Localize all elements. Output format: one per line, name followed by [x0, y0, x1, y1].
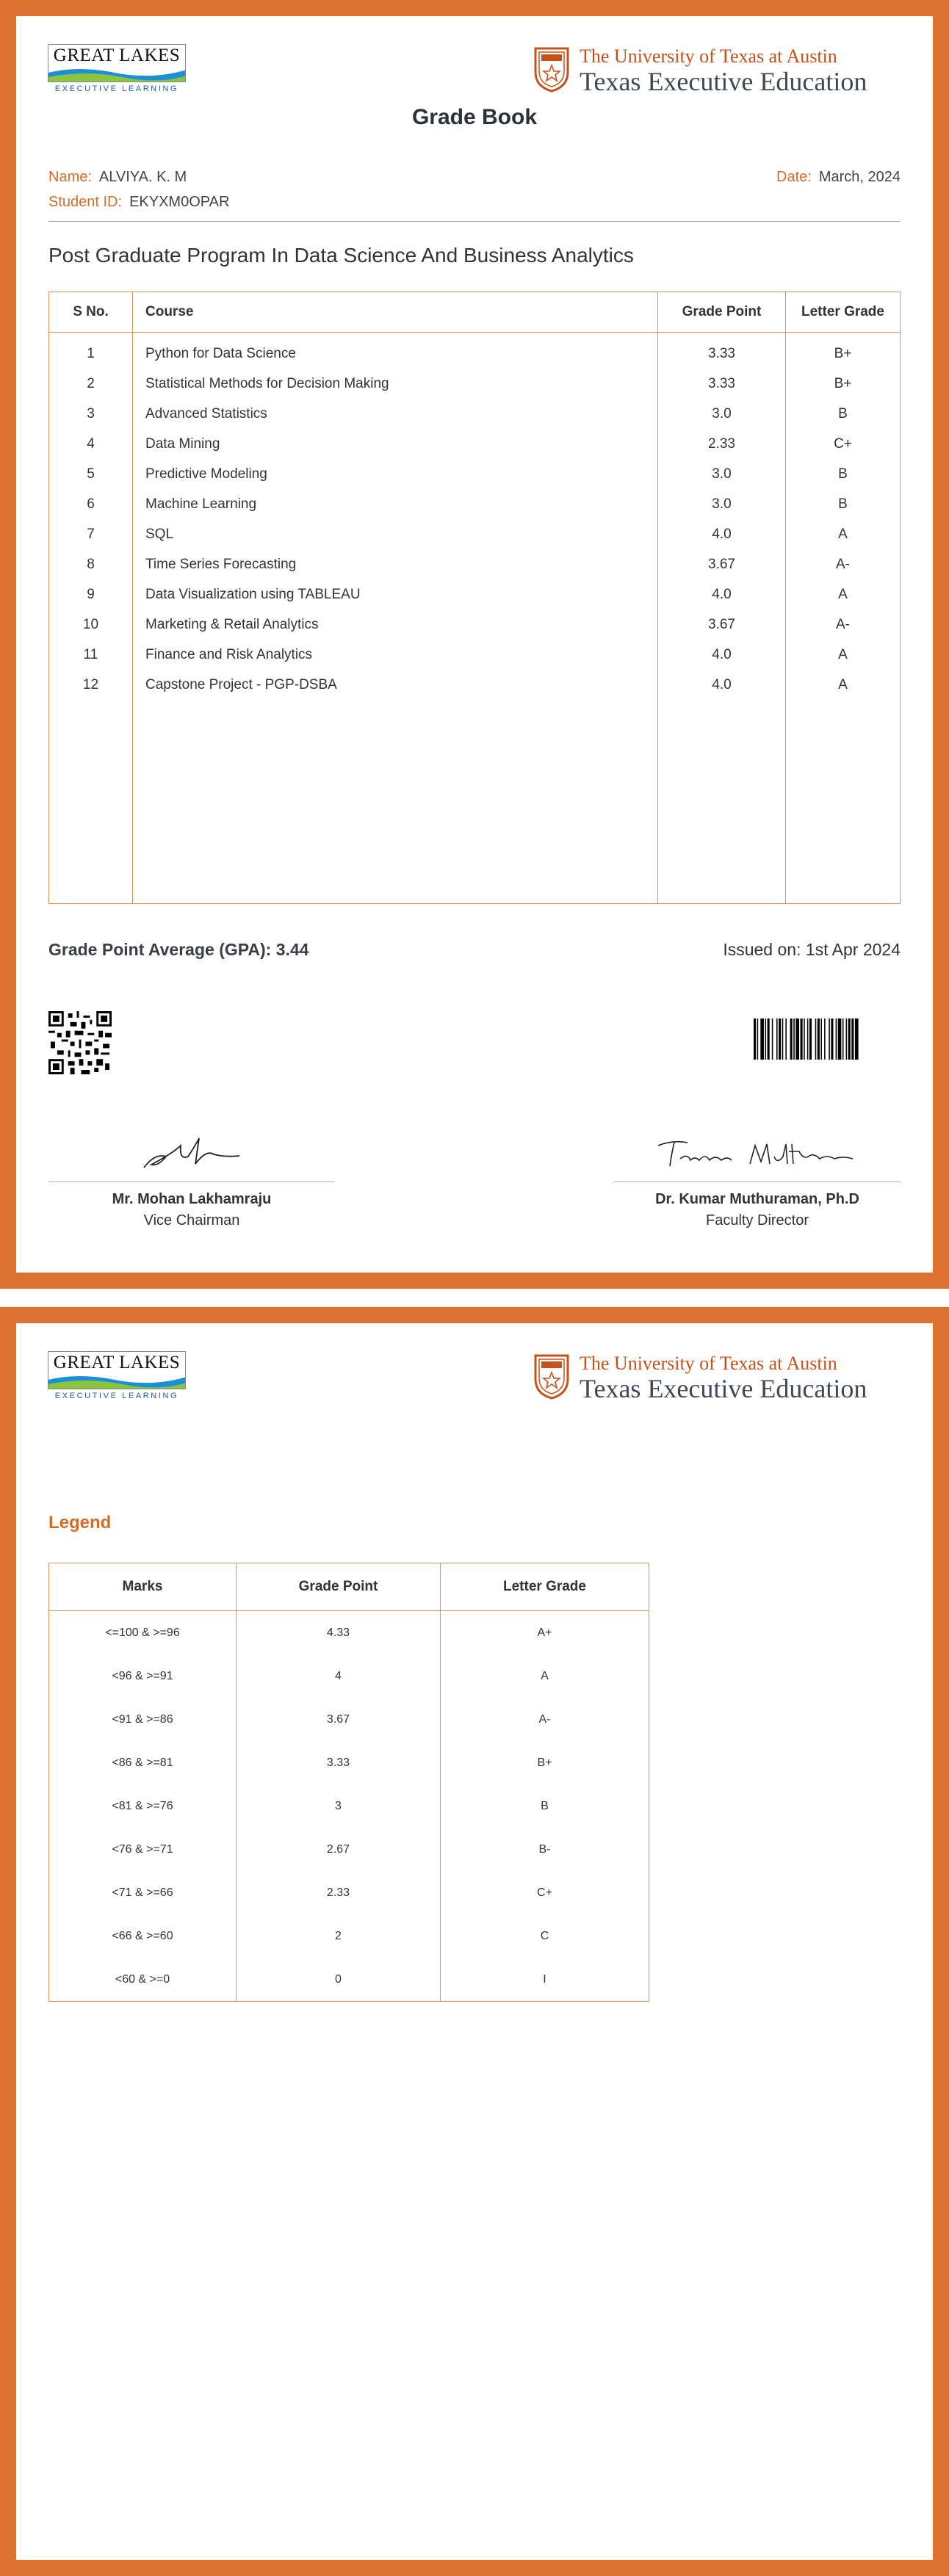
cell-grade-point: 4.0: [658, 640, 786, 670]
issue-date-value: March, 2024: [818, 169, 901, 185]
student-name-value: ALVIYA. K. M: [98, 169, 187, 185]
cell-letter-grade: B: [541, 1799, 549, 1812]
cell-course: Predictive Modeling: [133, 459, 658, 489]
barcode-bar: [809, 1019, 812, 1060]
cell-letter-grade: A-: [538, 1712, 551, 1726]
barcode-bar: [765, 1019, 767, 1060]
cell-grade-point: 3.67: [237, 1698, 441, 1741]
student-id-label: Student ID:: [48, 194, 123, 210]
barcode-bar: [836, 1019, 837, 1060]
cell-grade-point: 3.67: [658, 549, 786, 579]
cell-letter-grade: A-: [836, 556, 850, 572]
cell-course: Capstone Project - PGP-DSBA: [133, 670, 658, 700]
legend-row: [49, 1914, 649, 1958]
cell-grade-point: 2.67: [237, 1828, 441, 1871]
cell-letter-grade: B-: [538, 1842, 551, 1856]
cell-grade-point: 4.0: [658, 579, 786, 609]
great-lakes-logo: [48, 44, 187, 97]
barcode-bar: [818, 1019, 820, 1060]
great-lakes-logo: [48, 1351, 187, 1404]
ut-logo-line2: Texas Executive Education: [580, 1374, 867, 1403]
cell-sno: 4: [49, 429, 133, 459]
barcode-bar: [846, 1019, 848, 1060]
cell-marks: <91 & >=86: [49, 1698, 237, 1741]
cell-grade-point: 3.33: [658, 369, 786, 399]
cell-course: Marketing & Retail Analytics: [133, 609, 658, 640]
ut-seal-icon: [534, 1354, 569, 1400]
legend-table-header: [49, 1563, 649, 1611]
legend-row: [49, 1871, 649, 1914]
barcode-bar: [829, 1019, 830, 1060]
cell-letter-grade: C+: [834, 435, 852, 452]
divider: [48, 221, 901, 222]
cell-letter-grade: I: [543, 1972, 546, 1986]
cell-letter-grade: B+: [537, 1756, 552, 1769]
barcode-bar: [795, 1019, 799, 1060]
col-header-marks: Marks: [49, 1563, 237, 1611]
barcode-bar: [804, 1019, 805, 1060]
cell-course: SQL: [133, 519, 658, 549]
legend-row: [49, 1958, 649, 2002]
barcode-bar: [779, 1019, 781, 1060]
cell-sno: 1: [49, 333, 133, 369]
table-row: [49, 640, 901, 670]
cell-letter-grade: B: [838, 466, 848, 482]
cell-grade-point: 3.0: [658, 459, 786, 489]
cell-letter-grade: A: [541, 1669, 549, 1682]
cell-letter-grade: A: [838, 676, 848, 692]
cell-sno: 11: [49, 640, 133, 670]
cell-sno: 5: [49, 459, 133, 489]
barcode-bar: [785, 1019, 787, 1060]
cell-sno: 3: [49, 399, 133, 429]
filler-cell: [49, 700, 133, 904]
table-row: [49, 399, 901, 429]
legend-row: [49, 1654, 649, 1698]
ut-logo-line1: The University of Texas at Austin: [580, 46, 837, 67]
legend-row: [49, 1611, 649, 1655]
barcode-bar: [782, 1019, 784, 1060]
col-header-letter-grade: Letter Grade: [441, 1563, 649, 1611]
legend-row: [49, 1741, 649, 1784]
cell-course: Python for Data Science: [133, 333, 658, 369]
legend-row: [49, 1828, 649, 1871]
signatory-role: Faculty Director: [705, 1212, 809, 1229]
cell-grade-point: 4: [237, 1654, 441, 1698]
barcode-bar: [851, 1019, 854, 1060]
signatory-name: Dr. Kumar Muthuraman, Ph.D: [655, 1191, 859, 1207]
cell-letter-grade: A+: [537, 1626, 552, 1639]
table-row: [49, 519, 901, 549]
barcode-bar: [831, 1019, 833, 1060]
cell-sno: 9: [49, 579, 133, 609]
signature-faculty-director: [614, 1124, 901, 1175]
great-lakes-logo-subtext: EXECUTIVE LEARNING: [54, 1392, 179, 1400]
qr-code: [48, 1011, 112, 1074]
legend-table: [48, 1563, 649, 2002]
gpa-summary: Grade Point Average (GPA): 3.44: [48, 940, 309, 959]
cell-grade-point: 3.0: [658, 399, 786, 429]
table-row: [49, 333, 901, 369]
wave-icon: [48, 67, 186, 82]
cell-marks: <81 & >=76: [49, 1784, 237, 1828]
cell-grade-point: 2.33: [237, 1871, 441, 1914]
wave-icon: [48, 1374, 186, 1389]
issue-date: [776, 169, 901, 186]
barcode-bar: [815, 1019, 817, 1060]
filler-cell: [133, 700, 658, 904]
table-row: [49, 369, 901, 399]
table-row: [49, 579, 901, 609]
barcode-bar: [790, 1019, 793, 1060]
cell-marks: <60 & >=0: [49, 1958, 237, 2002]
signature-vice-chairman: [48, 1124, 335, 1175]
cell-course: Data Visualization using TABLEAU: [133, 579, 658, 609]
ut-austin-logo: [534, 1351, 901, 1404]
cell-course: Finance and Risk Analytics: [133, 640, 658, 670]
page-title: Grade Book: [411, 105, 538, 129]
cell-sno: 7: [49, 519, 133, 549]
barcode-bar: [768, 1019, 770, 1060]
cell-letter-grade: B+: [834, 345, 852, 361]
cell-grade-point: 3: [237, 1784, 441, 1828]
col-header-grade-point: Grade Point: [658, 292, 786, 333]
student-name-label: Name:: [48, 169, 92, 185]
cell-sno: 8: [49, 549, 133, 579]
table-row: [49, 549, 901, 579]
table-row: [49, 609, 901, 640]
barcode-bar: [776, 1019, 778, 1060]
cell-grade-point: 0: [237, 1958, 441, 2002]
barcode-bar: [754, 1019, 756, 1060]
cell-grade-point: 2.33: [658, 429, 786, 459]
issued-on: Issued on: 1st Apr 2024: [723, 940, 901, 959]
cell-marks: <71 & >=66: [49, 1871, 237, 1914]
cell-sno: 6: [49, 489, 133, 519]
grades-table-header: [49, 292, 901, 333]
ut-logo-line2: Texas Executive Education: [580, 67, 867, 96]
barcode-bar: [842, 1019, 844, 1060]
great-lakes-logo-text: GREAT LAKES: [53, 46, 181, 65]
cell-sno: 12: [49, 670, 133, 700]
grades-table: [48, 292, 901, 904]
barcode-bar: [820, 1019, 822, 1060]
ut-logo-line1: The University of Texas at Austin: [580, 1353, 837, 1374]
student-id-value: EKYXM0OPAR: [129, 194, 230, 210]
cell-course: Statistical Methods for Decision Making: [133, 369, 658, 399]
cell-marks: <76 & >=71: [49, 1828, 237, 1871]
signature-block-vice-chairman: [48, 1124, 335, 1229]
cell-letter-grade: A: [838, 646, 848, 662]
cell-letter-grade: B: [838, 405, 848, 422]
table-row: [49, 459, 901, 489]
program-title: Post Graduate Program In Data Science And Business Analytics: [48, 244, 634, 267]
cell-sno: 2: [49, 369, 133, 399]
table-filler-row: [49, 700, 901, 904]
cell-grade-point: 2: [237, 1914, 441, 1958]
cell-course: Data Mining: [133, 429, 658, 459]
col-header-course: Course: [133, 292, 658, 333]
barcode: [754, 1019, 901, 1060]
filler-cell: [786, 700, 901, 904]
cell-marks: <96 & >=91: [49, 1654, 237, 1698]
legend-row: [49, 1784, 649, 1828]
student-name: [48, 169, 187, 186]
barcode-bar: [760, 1019, 764, 1060]
cell-marks: <66 & >=60: [49, 1914, 237, 1958]
cell-grade-point: 3.33: [658, 333, 786, 369]
student-id: [48, 194, 229, 211]
signatory-role: Vice Chairman: [143, 1212, 240, 1229]
col-header-sno: S No.: [49, 292, 133, 333]
legend-title: Legend: [48, 1513, 112, 1533]
cell-grade-point: 4.0: [658, 670, 786, 700]
table-row: [49, 429, 901, 459]
legend-row: [49, 1698, 649, 1741]
cell-letter-grade: B: [838, 496, 848, 512]
cell-letter-grade: C+: [537, 1886, 552, 1899]
barcode-bar: [757, 1019, 759, 1060]
cell-grade-point: 3.33: [237, 1741, 441, 1784]
cell-course: Time Series Forecasting: [133, 549, 658, 579]
cell-course: Advanced Statistics: [133, 399, 658, 429]
signatory-name: Mr. Mohan Lakhamraju: [112, 1191, 272, 1207]
issue-date-label: Date:: [776, 169, 812, 185]
cell-sno: 10: [49, 609, 133, 640]
cell-marks: <86 & >=81: [49, 1741, 237, 1784]
cell-letter-grade: C: [540, 1929, 549, 1942]
barcode-bar: [824, 1019, 826, 1060]
signature-block-faculty-director: [614, 1124, 901, 1229]
ut-austin-logo: [534, 44, 901, 97]
barcode-bar: [855, 1019, 859, 1060]
cell-grade-point: 4.0: [658, 519, 786, 549]
cell-grade-point: 3.0: [658, 489, 786, 519]
col-header-letter-grade: Letter Grade: [786, 292, 901, 333]
table-row: [49, 670, 901, 700]
col-header-grade-point: Grade Point: [237, 1563, 441, 1611]
cell-marks: <=100 & >=96: [49, 1611, 237, 1655]
table-row: [49, 489, 901, 519]
barcode-bar: [793, 1019, 795, 1060]
barcode-bar: [838, 1019, 842, 1060]
cell-grade-point: 4.33: [237, 1611, 441, 1655]
ut-seal-icon: [534, 47, 569, 93]
cell-letter-grade: A: [838, 586, 848, 602]
cell-letter-grade: B+: [834, 375, 852, 391]
great-lakes-logo-subtext: EXECUTIVE LEARNING: [54, 84, 179, 93]
barcode-bar: [848, 1019, 851, 1060]
barcode-bar: [772, 1019, 773, 1060]
cell-course: Machine Learning: [133, 489, 658, 519]
great-lakes-logo-text: GREAT LAKES: [53, 1353, 181, 1372]
filler-cell: [658, 700, 786, 904]
barcode-bar: [807, 1019, 809, 1060]
barcode-bar: [801, 1019, 803, 1060]
cell-grade-point: 3.67: [658, 609, 786, 640]
cell-letter-grade: A: [838, 526, 848, 542]
cell-letter-grade: A-: [836, 616, 850, 632]
